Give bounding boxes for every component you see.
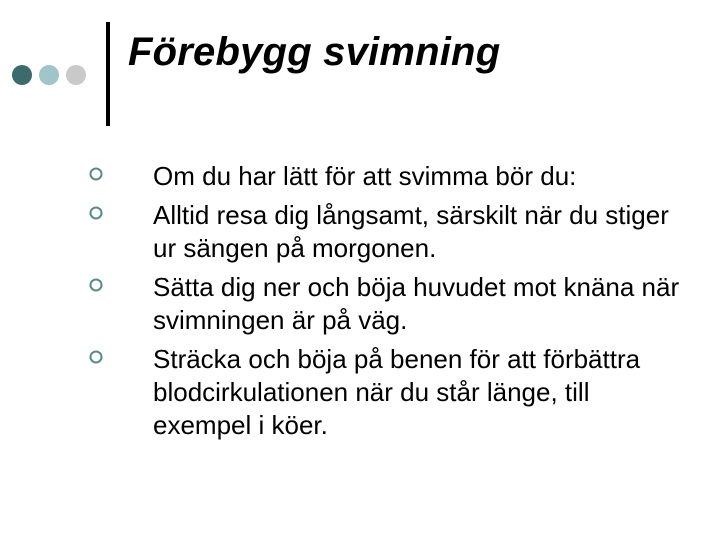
bullet-text: Sträcka och böja på benen för att förbättra blodcirkulationen när du står länge, till exempel i köer. (153, 344, 641, 440)
bullet-item (88, 343, 688, 442)
dot-light-icon (39, 65, 59, 85)
circle-bullet-icon (88, 166, 104, 182)
bullet-list (88, 160, 688, 442)
dot-gray-icon (66, 65, 86, 85)
bullet-text: Om du har lätt för att svimma bör du: (153, 161, 577, 191)
bullet-text: Sätta dig ner och böja huvudet mot knäna när svimningen är på väg. (153, 272, 680, 335)
title-divider (106, 22, 110, 126)
dot-dark-icon (12, 65, 32, 85)
bullet-text: Alltid resa dig långsamt, särskilt när du stiger ur sängen på morgonen. (153, 200, 669, 263)
decorative-dots (12, 65, 86, 85)
circle-bullet-icon (88, 349, 104, 365)
bullet-item (88, 271, 688, 337)
bullet-item (88, 160, 688, 193)
circle-bullet-icon (88, 277, 104, 293)
circle-bullet-icon (88, 205, 104, 221)
slide-title: Förebygg svimning (128, 30, 501, 74)
bullet-item (88, 199, 688, 265)
